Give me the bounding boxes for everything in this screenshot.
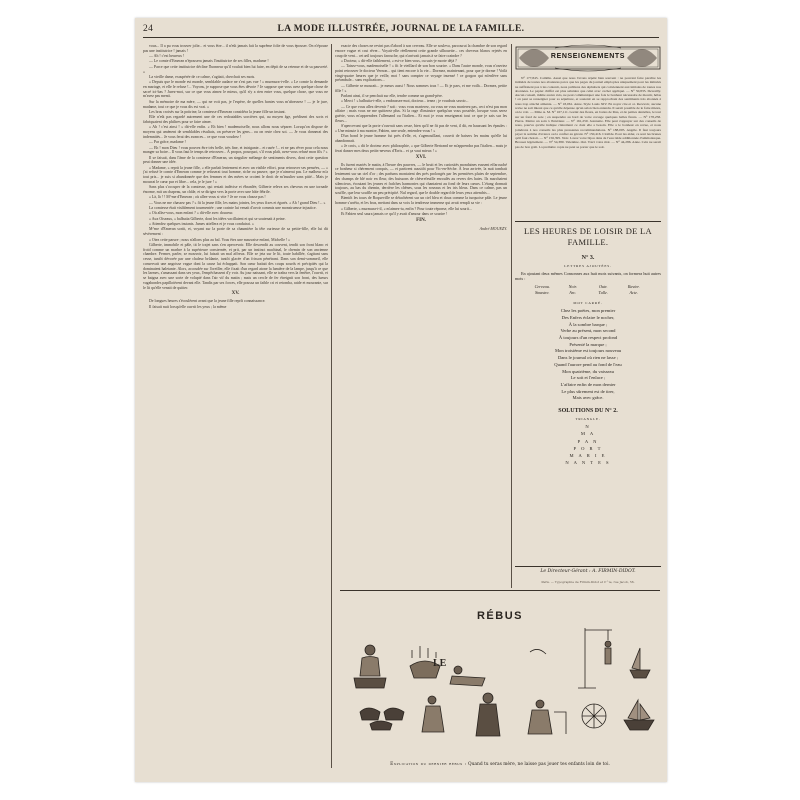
puzzle-word: Outr.: [599, 284, 608, 290]
puzzle-word: Acte.: [629, 289, 638, 295]
paragraph: D'un bond le jeune homme fut près d'elle, et, s'agenouillant, couvrit de baisers les mains qu'elle lui abandonnait.: [335, 134, 507, 143]
paragraph: De longues heures s'écoulèrent avant que la jeune fille reprît connaissance.: [149, 299, 266, 304]
paragraph: Bientôt les tours de Roqueville se détachèrent sur un ciel bleu et doux comme la turquoise pâle. Le jeune homme s'arrêta, et les bras, mettant dans sa voix la tendresse immense qui avait rempli sa vie :: [335, 196, 507, 206]
paragraph: S'apercevant que la porte s'ouvrait sans cesse, bien qu'il ne fit pas de vent, il dit, en haussant les épaules : « Une minute à ma montre, Fabien, une seule, entendez-vous ! »: [335, 124, 507, 133]
poem-line: Le plus sûrement est de tirer,: [561, 388, 615, 394]
paragraph: — Par grâce, madame !: [149, 140, 186, 145]
section-divider: [340, 590, 660, 591]
paragraph: « Attendez quelques instants. James attellera et je vous conduirai. »: [149, 222, 254, 227]
poem-line: Verbe au présent, mon second: [560, 328, 616, 334]
paragraph: — Vous ne me chassez pas ? » fit la jeune fille, les mains jointes, les yeux fixes et égarés. « Ah ! grand Dieu !... »: [149, 200, 326, 205]
poem-line: Présenté la marque ;: [569, 341, 607, 347]
poem-line: Le soit et l'enlace ;: [570, 375, 606, 381]
poem-line: Mais avec grâce.: [572, 395, 604, 401]
puzzle-intro: En ajoutant deux mêmes Consonnes aux huit mots suivants, on formera huit autres mots :: [515, 271, 661, 282]
poem-line: L'affaire enfin de mon dernier: [560, 381, 616, 387]
paragraph: Parlant ainsi, il se penchait sur elle, tendre comme un grand-père.: [341, 93, 443, 98]
reclining-man-icon: [450, 666, 485, 686]
paragraph: « Madame, » reprit la jeune fille, « elle parlait lentement et avec un visible effort, pour retrouver ses pensées, — « j'ai refusé le comte d'Emeran comme je refuserai tout homme, riche ou pauvre, que je n'aimerai pas. Le malheur m'a tout pris... je suis si abandonnée que des femmes et des mères se croient le droit de m'insulter sans pitié... Mais je mourrai le cœur pur et libre... cela, je le jure ! »: [143, 165, 328, 184]
fin-mark: FIN.: [416, 217, 426, 223]
paragraph: Sans plus s'occuper de la comtesse, qui restait indécise et ébranlée, Gilberte releva ses cheveux en une tornade énorme, mit un chapeau, un châle, et se dirigea vers la porte avec une hâte fébrile.: [143, 185, 328, 195]
loisir-section: [515, 226, 661, 570]
poem-line: Quand l'aurore pend au fond de l'eau: [554, 361, 622, 367]
column-serial-right: [335, 44, 507, 588]
poem-line: Des Enfers éclaire le nocher,: [561, 314, 615, 320]
loisir-number: N° 3.: [581, 255, 595, 261]
poem-line: Dans le journal où rien ne lasse ;: [557, 355, 619, 361]
poem-title: MOT CARRÉ.: [573, 301, 603, 306]
rebus-title: RÉBUS: [476, 610, 523, 622]
paragraph: « Merci ! » balbutia-t-elle, « embrassez-moi, docteur... tenez ; je voudrais savoir...: [341, 99, 469, 104]
paragraph: « Là, là ! ! M^me d'Emeran ; où allez-vous si vite ? Je ne vous chasse pas !: [149, 195, 266, 200]
monk-icon: [476, 693, 500, 736]
director-credit: Le Directeur-Gérant : A. FIRMIN-DIDOT.: [540, 569, 636, 574]
journal-title: LA MODE ILLUSTRÉE, JOURNAL DE LA FAMILLE.: [277, 24, 525, 34]
puzzle-word: Sinastre.: [534, 289, 550, 295]
chapter-heading-xvi: XVI.: [415, 154, 427, 160]
explication-label: Explication du dernier rébus :: [390, 762, 467, 767]
paragraph: La comtesse était visiblement tourmentée ; une crainte lui venait d'avoir commis une monstrueuse injustice.: [149, 206, 317, 211]
solutions-title: SOLUTIONS DU N° 2.: [558, 408, 618, 415]
paragraph: Gilberte, immobile et pâle, tit le trajet sans s'en apercevoir. Elle descendit au couvent, tendit son front blanc et froid comme un marbre à la supérieure consternée, et prit, par un instinct machinal, le chemin de son ancienne chambre. Fermer, parler, se mouvoir, lui faisait un mal affreux. Elle se jeta sur le lit, toute habillée, s'agitant sans cesse, tantôt dévorée par une chaleur brûlante, tantôt glacée d'un frisson pénétrant. Dans son demi-sommeil, elle conservait une angoisse vague dont la cause lui échappait. Son cœur battait des coups sourds et précipités qui la dominaient haletante. Alors, accoudée sur l'oreiller, elle fixait d'un regard atone la lumière de la lampe, jusqu'à ce que les larmes, s'amassant dans ses yeux, l'empêchassent d'y voir. Au jour naissant, elle se traîna vers la fenêtre, l'ouvrit, et se baigna avec une sorte de volupté dans l'air vif du matin ; mais un cercle de fer étreignit son front, des lueurs vagabondes papillotèrent devant elle. Tandis par ses forces, elle poussa un faible cri et retomba, raide et mourante, sur le lit qu'elle venait de quitter.: [143, 242, 328, 290]
paragraph: Il faisait nuit lorsqu'elle ouvrit les yeux ; la même: [149, 304, 227, 309]
triangle-solution: [515, 416, 661, 466]
section-divider: [515, 221, 661, 222]
poem-line: À la sombre barque ;: [568, 321, 608, 327]
rebus-engraving-icon: [340, 608, 660, 756]
page-header: [143, 24, 659, 38]
poem-line: Mon quatrième, du vaisseau: [562, 368, 614, 374]
chapter-heading-xv: XV.: [231, 291, 240, 297]
rebus-letters: LE: [433, 658, 447, 669]
paragraph: exacte des choses ne revint pas d'abord à son cerveau. Elle se souleva, parcourut la chambre de son regard encore vague et crut rêver... Voyait-elle réellement cette grande silhouette... ces cheveux blancs rejetés en coup de vent... cet œil toujours farouche, qui n'arrivait jamais à se faire craindre ?: [335, 44, 507, 58]
printer-imprint: Paris. — Typographie de Firmin-Didot et C^ie, rue Jacob, 56.: [541, 580, 635, 584]
puzzle-subtitle: LETTRES AJOUTÉES.: [564, 264, 612, 268]
paragraph: vous... Il a pu vous trouver jolie... et vous être... il n'eût jamais fait la suprême folie de vous épouser. On n'épouse pas une institutrice ! jamais !: [143, 44, 328, 53]
poem-line: À toujours d'un respect profond: [558, 335, 618, 341]
newspaper-page: [135, 18, 667, 782]
renseignements-text: N° 177,845. Camille. Aussi que nous l'avons répété bien souvent : ne pouvant faire paraître les intitulés de toutes nos abonnées parce que les pages du journal employées uniquement pour les intitulés ne suffiraient pas à les contenir, nous publions des alphabets qui conviennent aux initiales de toutes nos abonnées. Le papier chiffré est plus salutaire que celui avec cachet appliqué. — N° 50,835. Dewailly. Aucun conseil, même aucun avis, ne peut communiquer une fois le bonheur nécessaire de mourir, hélas ! on peut se renseigner pour sa sépulture, et soutenir en se rapprochant des sentiments très abonnés à nous trop attaché aimante. — N° 18,061. Anne. Style Louis XIV. En noyer cire et or. Recevoir, aucune revue ne sait mieux que ce qu'elle dépense qu'un salon bien entendu. Il serait possible de le faire mieux, on le voit. — Mme A. M. N° 167,111. Garnir des fleurs, en bottes de lilas, et de petites dentelles, le tout sur un fond de soie ; en suspendre au bord de votre corsage quelques belles fleurs. — N° 178,258. Pierre. Mettre un soin à l'intérieur. — N° 161,250. Jeannette. Elle peut s'appuyer sur des conseils de nous, pourvu qu'elle indique clairement ce dont elle a besoin. Elle a le bonheur en revue, et nous joindrons à nos conseils les plus pressantes recommandations. N° 188,005. Angèle. Il faut toujours payer la somme d'avance ou la confier au gérant. N° 150,416. Clotilde. Pour les aider, ce sont les brunes qu'il faut choisir. — N° 156,395. Noir. Lavez votre bijou dans de l'eau tiède additionnée d'ammoniaque. Brossez légèrement. — N° 54,380. Valentine. Oui. Voici votre mal. — N° 44,286. Anne. Cela ne serait pas de bon goût. La première copie ne peut se porter que le soir.: [515, 76, 661, 149]
poem: [515, 308, 661, 402]
paragraph: La vieille dame, exaspérée de ce calme, s'agitait, cherchait ses mots.: [149, 74, 256, 79]
paragraph: — Le comte d'Emeran n'épousera jamais l'institutrice de ses filles, madame !: [149, 59, 269, 64]
paragraph: Ils furent mariés le matin, à l'heure des pauvres, — le bruit et les curiosités mondaines eussent effarouché ce bonheur si chèrement conquis, — et partirent aussitôt pour Vic-en-Sèche. À leur arrivée, la nuit tombait lentement sur un ciel d'or ; des parfums montaient des prés prolongés par les premières pluies de septembre, des champs de blé noir en fleur, des buissons de chèvrefeuille enroulés au revers des haies. Ils marchaient silencieux, écoutant les jeunes et fraîches harmonies qui chantaient au fond de leurs cœurs. L'étang dormait toujours, au bas du chemin, derrière les chênes, sous les roseaux et les iris bleus. Dans ce calme, pas un souffle, que leur souffle un peu précipité. Nul regard, que le double regard de leurs yeux attendris...: [335, 162, 507, 196]
paragraph: Il se faisait, dans l'âme de la comtesse d'Emeran, un singulier mélange de sentiments divers, dont cette question peut donner une idée.: [143, 155, 328, 165]
gallows-icon: [578, 628, 612, 688]
paragraph: « Aux Oiseaux, » balbutia Gilberte, dont les idées vacillaient et qui se soutenait à peine.: [149, 216, 286, 221]
paragraph: Et Fabien seul saura jamais ce qu'il y avait d'amour dans ce sourire !: [341, 211, 448, 216]
puzzle-word: Cerveau.: [534, 284, 550, 290]
triangle-label: TRIANGLE.: [575, 417, 601, 422]
cobblers-icon: [360, 708, 404, 730]
puzzle-word: Arc.: [569, 289, 577, 295]
column-divider: [331, 44, 332, 768]
puzzle-word: Ravier.: [627, 284, 640, 290]
triangle-row: N A N T E S: [565, 460, 611, 466]
renseignements-body: [515, 76, 661, 218]
author-signature: André MOUEZY.: [479, 226, 507, 232]
hand-sketch-icon: [530, 649, 546, 654]
triangle-row: P O R T: [573, 445, 603, 451]
paragraph: « Otez cette parure ; nous n'allons plus au bal. Vous êtes une mauvaise enfant, Michelle ! »: [149, 237, 291, 242]
paragraph: — Gilberte se mourait... je meurs aussi ! Nous sommes tous ! — Et je pars, et me voilà... Dormez, petite fille ! »: [335, 83, 507, 93]
paragraph: — Taisez-vous, mademoiselle ! » fit le vieillard de son bon sourire. « Dans l'autre monde, vous n'oseriez point retrouver le docteur Vernon... qui tient encore à la vie... Dormez, maintenant, pour que je dorme ! Voilà vingt-quatre heures que je veille, moi ! sans compter ce voyage insensé ! ce gorgon qui m'enlève sans préambule... sans explications...: [335, 64, 507, 83]
paragraph: « Depuis que le monde est monde, semblable audace ne s'est pas vue ! » murmura-t-elle. « Le comte la demande en mariage, et elle le refuse !... Voyons, je suppose que vous êtes dévote ? Je suppose que vous avez quelque chose de sacré ici-bas ? Jurez-moi, sur ce que vous aimez le mieux, qu'il n'y a rien entre vous, quelque chose, que vous ne m'avez pas menti.: [143, 80, 328, 99]
paragraph: — Parce que cette institutrice décline l'honneur qu'il voulait bien lui faire, en dépit de sa retenue et de sa pauvreté. »: [143, 64, 328, 74]
rebus-illustration: [340, 608, 660, 756]
paragraph: — Ah ! c'est heureux !: [149, 54, 185, 59]
paragraph: — Eh ! mon Dieu ! vous pouvez être très belle, très fine, et intrigante... et rusée !... et ne pas rêver pour cela nous manger sa boire... Il vous faut le temps de retrouver... À propos, pourquoi, s'il vous plaît, avez-vous refusé mon fils ? »: [143, 145, 328, 155]
puzzle-word: Noir.: [568, 284, 577, 290]
woman-chair-icon: [528, 700, 566, 734]
section-divider: [515, 566, 661, 567]
puzzle-word: Tulle.: [598, 289, 608, 295]
column-divider: [511, 44, 512, 588]
paragraph: « Docteur, » dit-elle faiblement, « est-ce bien vous, ou suis-je morte déjà ?: [341, 58, 457, 63]
explication-text: Quand tu seras mère, ne laisse pas jouer tes enfants loin de toi.: [467, 762, 610, 767]
paragraph: « Où allez-vous, mon enfant ? » dit-elle avec douceur.: [149, 211, 234, 216]
column-serial-left: [143, 44, 328, 768]
ship-icon: [624, 700, 654, 730]
renseignements-title: RENSEIGNEMENTS: [550, 53, 626, 60]
puzzle-word-grid: [527, 284, 649, 295]
paragraph: « Gilberte, » murmura-t-il, « m'aimes-tu, enfin ? Pour toute réponse, elle lui sourit...: [341, 206, 472, 211]
triangle-row: N: [585, 424, 591, 430]
triangle-row: M A R I E: [569, 453, 607, 459]
sailboat-icon: [630, 648, 650, 678]
paragraph: Elle n'eût pas regardé autrement une de ces redoutables sorcières qui, au moyen âge, prédisent des sorts et fabriquaient des philtres pour se faire aimer.: [143, 115, 328, 124]
seated-figure-icon: [354, 645, 386, 688]
paragraph: « Je crois, » dit le docteur avec philosophie, « que Gilberte Bertrand ne m'apprendra pas l'italien... mais je ferai danser mes deux petits-neveux d'Erris... et ça vaut mieux ! »: [335, 144, 507, 154]
triangle-row: M A: [580, 431, 596, 437]
paragraph: — Ce que vous allez devenir ? soit : vous vous marierez, ou vous ne vous marierez pas, ceci n'est pas mon affaire ; mais vous ne me quitterez plus. Si la rage d'instruire quelqu'un vous possède, lorsque vous serez guérie, vous m'apprendrez l'allemand ou l'italien... Et moi je vous enseignerai tout ce que je sais sur les fleurs...: [335, 104, 507, 123]
poem-line: Mon troisième est toujours nouveau: [554, 348, 622, 354]
triangle-row: P A N: [577, 438, 599, 444]
page-number: 24: [143, 24, 154, 34]
paragraph: Les bras croisés sur la poitrine, la comtesse d'Emeran considéra la jeune fille un instant.: [149, 109, 286, 114]
rebus-explication: [340, 762, 660, 767]
kneeling-woman-icon: [422, 696, 444, 732]
renseignements-banner: [515, 44, 661, 72]
wheel-icon: [582, 704, 606, 728]
paragraph: Sur la mémoire de ma mère, — qui ne voit pas, je l'espère, de quelles hontes vous m'abreuvez ! — je le jure, madame, tout ce que je vous dis est vrai. »: [143, 99, 328, 109]
paragraph: M^me d'Emeran sortit, et, voyant sur la porte de sa chaumière la tête curieuse de sa petite-fille, elle lui dit sévèrement :: [143, 227, 328, 237]
loisir-title: LES HEURES DE LOISIR DE LA FAMILLE.: [524, 226, 652, 247]
paragraph: « Ah ! c'est ainsi ! » dit-elle enfin. « Eh bien ! mademoiselle, nous allons nous séparer. Lorsqu'on dispose de moyens qui amènent de semblables résultats, on préserve les gens... ou on reste chez soi. — Je vous donnerai des indemnités... Je vous ferai des avances... ce que vous voudrez !: [143, 125, 328, 139]
poem-line: Chez les poètes, mon premier: [560, 308, 616, 314]
